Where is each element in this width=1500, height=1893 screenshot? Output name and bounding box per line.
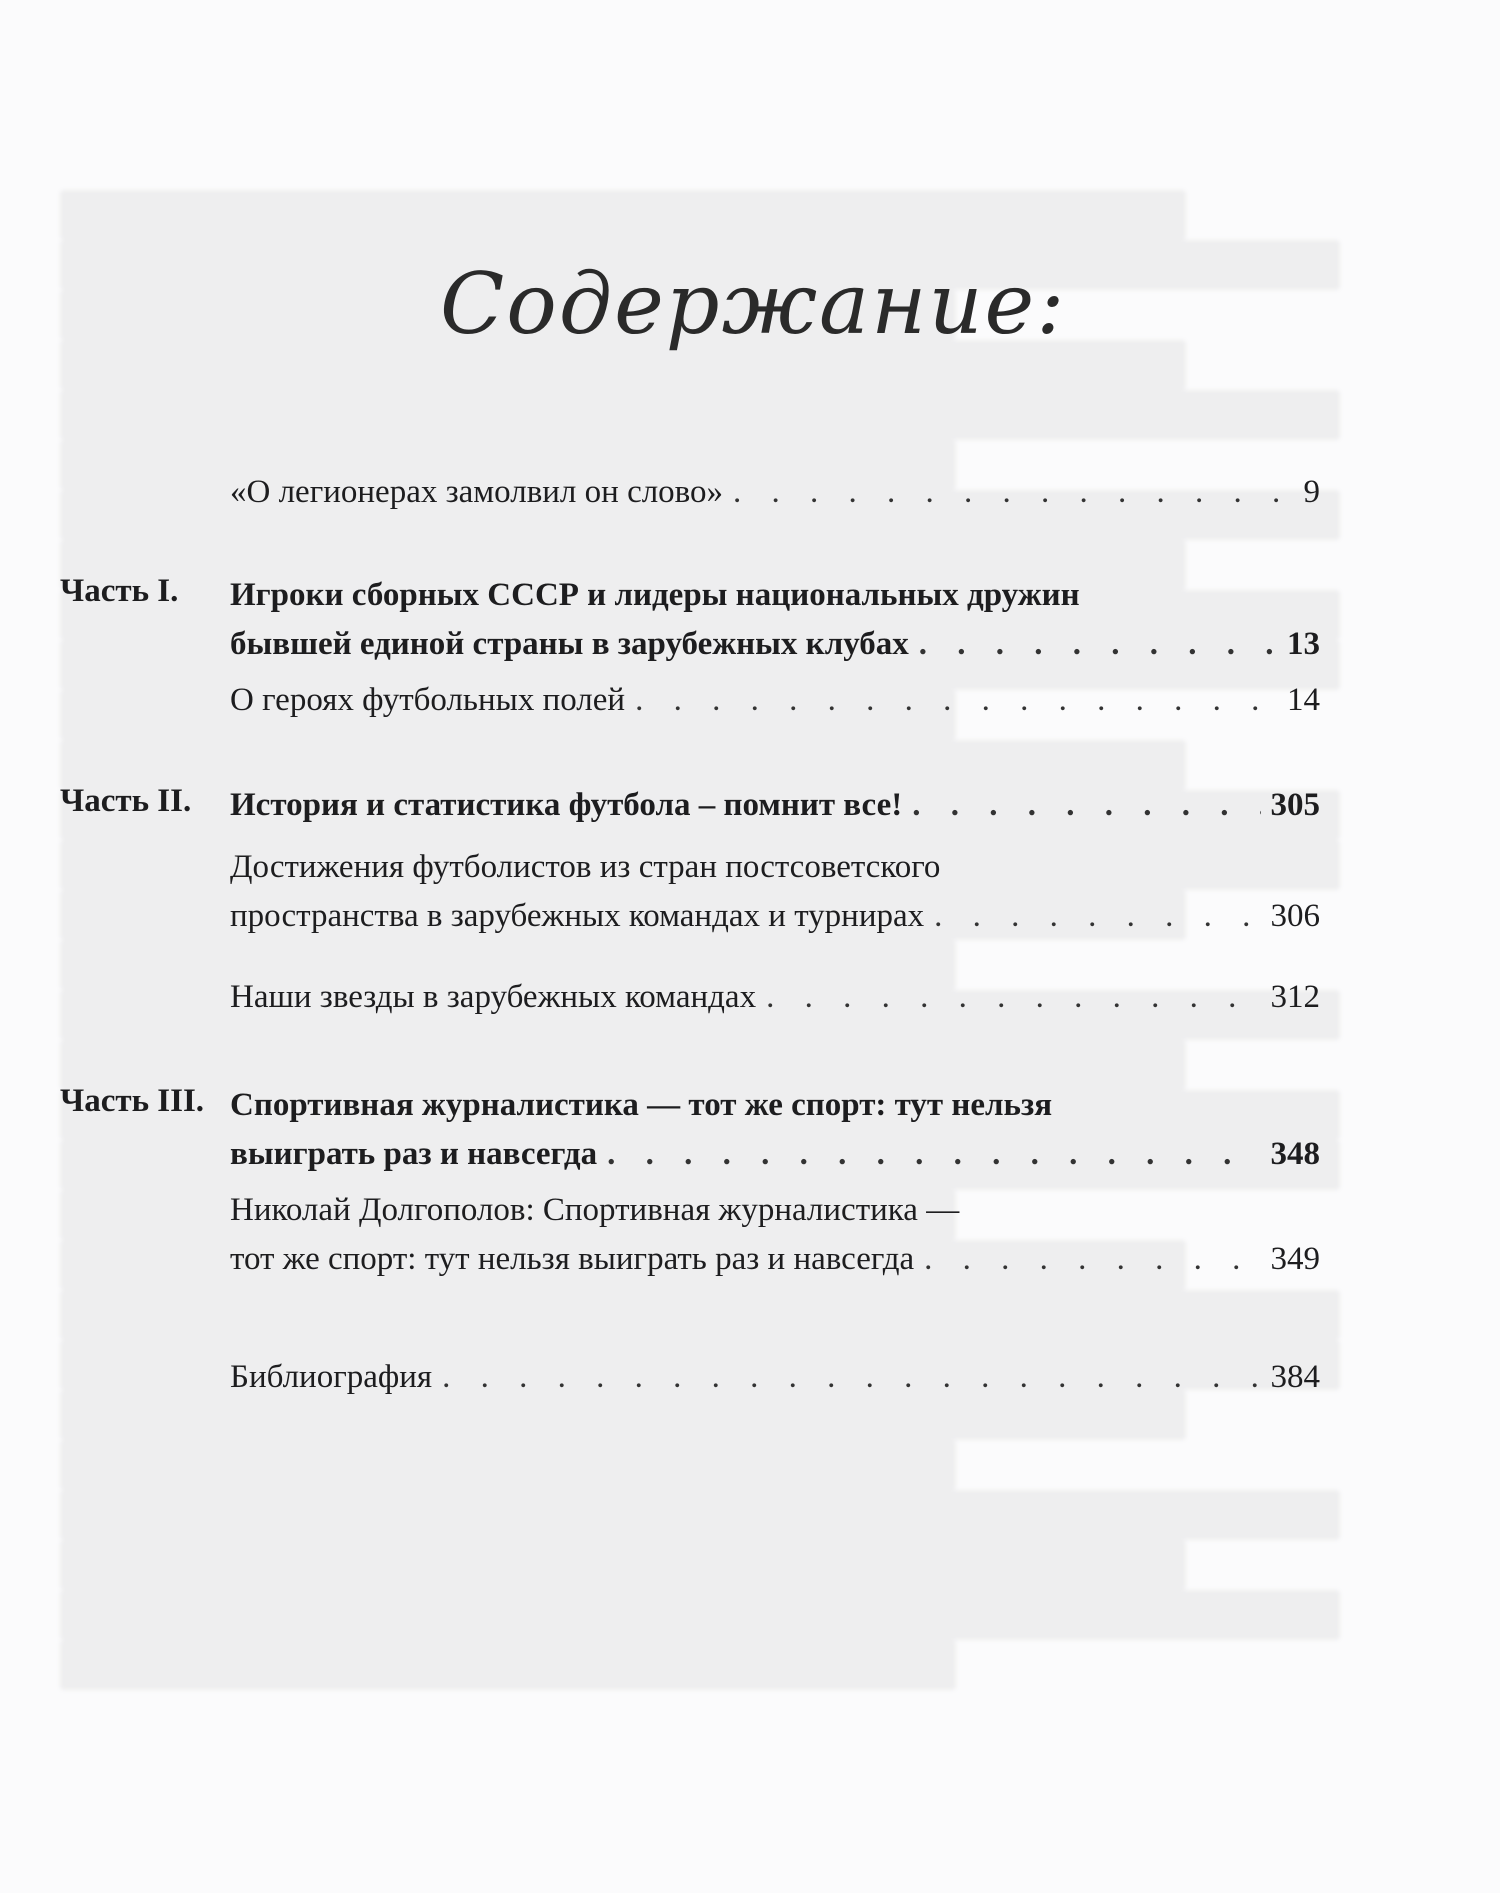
entry-title: Наши звезды в зарубежных командах bbox=[230, 979, 757, 1015]
toc-entry-achievements bbox=[230, 845, 1320, 939]
leader-dots bbox=[635, 678, 1277, 723]
part-label: Часть III. bbox=[60, 1083, 205, 1119]
part-heading-line: История и статистика футбола – помнит все! bbox=[230, 787, 903, 823]
entry-title: тот же спорт: тут нельзя выиграть раз и навсегда bbox=[230, 1241, 915, 1277]
entry-title: пространства в зарубежных командах и турнирах bbox=[230, 898, 925, 934]
part-label: Часть II. bbox=[60, 783, 192, 819]
leader-dots bbox=[607, 1132, 1260, 1177]
leader-dots bbox=[766, 975, 1260, 1020]
toc-entry-dolgopolov bbox=[230, 1188, 1320, 1282]
toc-entry-heroes bbox=[230, 678, 1320, 723]
entry-title: Достижения футболистов из стран постсоветского bbox=[230, 849, 941, 885]
entry-page: 13 bbox=[1287, 626, 1320, 662]
part-heading-line: бывшей единой страны в зарубежных клубах bbox=[230, 626, 909, 662]
leader-dots bbox=[912, 783, 1260, 828]
toc-part-1-heading bbox=[230, 573, 1320, 667]
leader-dots bbox=[442, 1355, 1260, 1400]
entry-page: 305 bbox=[1270, 787, 1320, 823]
entry-page: 348 bbox=[1270, 1136, 1320, 1172]
part-label: Часть I. bbox=[60, 573, 179, 609]
leader-dots bbox=[924, 1237, 1260, 1282]
entry-page: 349 bbox=[1270, 1241, 1320, 1277]
toc-part-2-heading bbox=[230, 783, 1320, 828]
show-through-text bbox=[60, 190, 1340, 1690]
entry-title: «О легионерах замолвил он слово» bbox=[230, 474, 724, 510]
leader-dots bbox=[919, 622, 1277, 667]
leader-dots bbox=[934, 894, 1260, 939]
entry-page: 306 bbox=[1270, 898, 1320, 934]
entry-title: О героях футбольных полей bbox=[230, 682, 626, 718]
part-heading-line: Спортивная журналистика — тот же спорт: тут нельзя bbox=[230, 1087, 1053, 1123]
entry-title: Николай Долгополов: Спортивная журналистика — bbox=[230, 1192, 960, 1228]
toc-entry-bibliography bbox=[230, 1355, 1320, 1400]
part-heading-line: выиграть раз и навсегда bbox=[230, 1136, 598, 1172]
toc-entry-stars bbox=[230, 975, 1320, 1020]
entry-page: 9 bbox=[1303, 474, 1320, 510]
page-title: Содержание: bbox=[440, 255, 1067, 353]
leader-dots bbox=[733, 470, 1293, 515]
entry-page: 312 bbox=[1270, 979, 1320, 1015]
entry-page: 14 bbox=[1287, 682, 1320, 718]
entry-page: 384 bbox=[1270, 1359, 1320, 1395]
entry-title: Библиография bbox=[230, 1359, 433, 1395]
toc-entry-intro bbox=[230, 470, 1320, 515]
part-heading-line: Игроки сборных СССР и лидеры национальных дружин bbox=[230, 577, 1080, 613]
toc-part-3-heading bbox=[230, 1083, 1320, 1177]
